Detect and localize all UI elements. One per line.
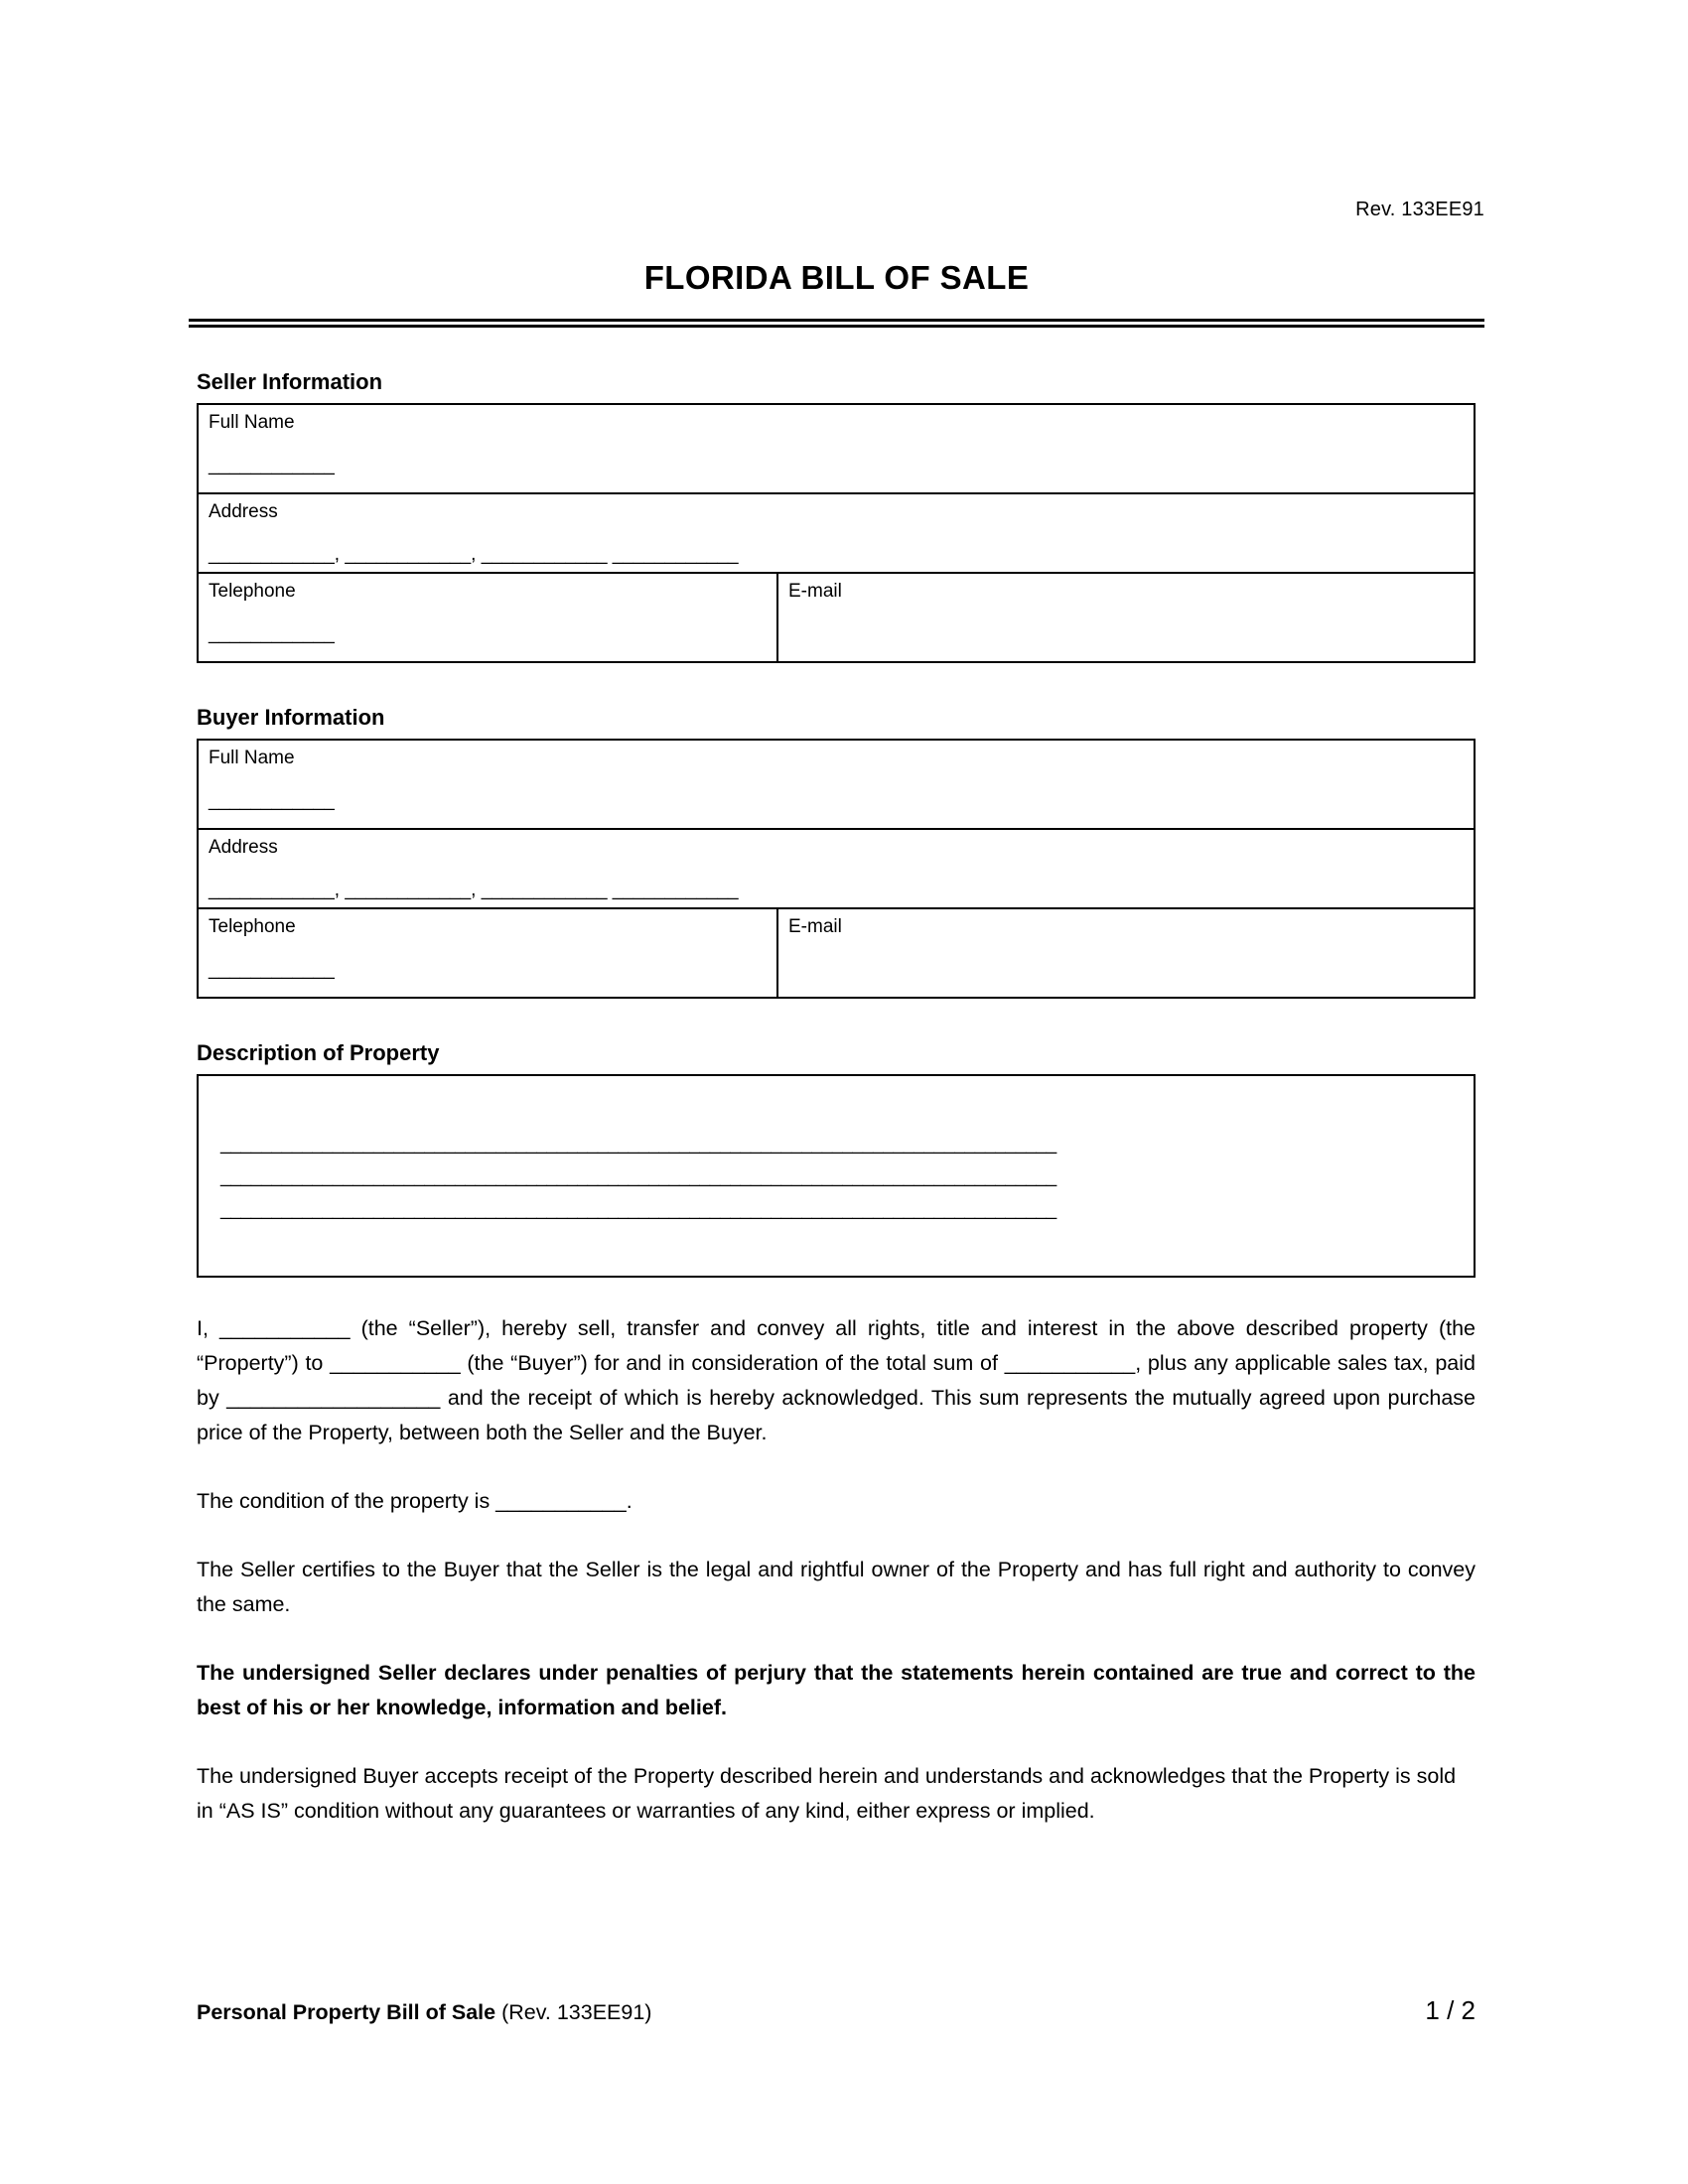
footer-title-revision: (Rev. 133EE91): [495, 2000, 652, 2024]
seller-information-box: [197, 403, 1476, 663]
buyer-section-heading: Buyer Information: [197, 705, 385, 730]
footer-title-bold: Personal Property Bill of Sale: [197, 2000, 496, 2024]
property-description-line-1[interactable]: __________________________________________________________________________________: [220, 1134, 1056, 1155]
page-footer: [197, 1995, 1476, 2026]
property-description-line-2[interactable]: __________________________________________________________________________________: [220, 1166, 1056, 1187]
buyer-full-name-input[interactable]: ____________: [209, 790, 335, 811]
buyer-telephone-cell[interactable]: [199, 909, 778, 997]
seller-address-row: [199, 494, 1474, 574]
revision-label: Rev. 133EE91: [1355, 199, 1484, 220]
seller-address-input[interactable]: ____________, ____________, ____________ ____________: [209, 544, 739, 565]
seller-address-cell[interactable]: [199, 494, 1474, 572]
buyer-address-input[interactable]: ____________, ____________, ____________ ____________: [209, 880, 739, 900]
title-divider: [189, 319, 1484, 328]
body-paragraph-2: The condition of the property is ___________.: [197, 1489, 633, 1513]
seller-telephone-label: Telephone: [209, 581, 296, 602]
buyer-information-box: [197, 739, 1476, 999]
page-title: FLORIDA BILL OF SALE: [643, 259, 1030, 296]
seller-contact-row: [199, 574, 1474, 661]
seller-telephone-cell[interactable]: [199, 574, 778, 661]
buyer-full-name-row: [199, 741, 1474, 830]
seller-address-label: Address: [209, 501, 278, 522]
footer-document-title: [197, 2000, 651, 2025]
buyer-telephone-label: Telephone: [209, 916, 296, 937]
buyer-email-cell[interactable]: [778, 909, 1474, 997]
property-section-heading: Description of Property: [197, 1040, 440, 1065]
seller-telephone-input[interactable]: ____________: [209, 623, 335, 644]
seller-full-name-row: [199, 405, 1474, 494]
property-description-line-3[interactable]: __________________________________________________________________________________: [220, 1199, 1056, 1220]
buyer-address-row: [199, 830, 1474, 909]
seller-email-label: E-mail: [788, 581, 842, 602]
buyer-address-label: Address: [209, 837, 278, 858]
body-paragraph-3: The Seller certifies to the Buyer that the Seller is the legal and rightful owner of the Property and has full right and authority to convey the same.: [197, 1558, 1476, 1616]
seller-full-name-input[interactable]: ____________: [209, 455, 335, 476]
seller-full-name-label: Full Name: [209, 412, 295, 433]
property-description-box[interactable]: [197, 1074, 1476, 1278]
seller-email-cell[interactable]: [778, 574, 1474, 661]
buyer-email-label: E-mail: [788, 916, 842, 937]
body-paragraph-1: I, ___________ (the “Seller”), hereby sell, transfer and convey all rights, title and interest in the above described property (the “Property”) to ___________ (the “Buyer”) for and in consideration of the total sum of ___________, plus any applicable sales tax, paid by __________________ and the receipt of which is hereby acknowledged. This sum represents the mutually agreed upon purchase price of the Property, between both the Seller and the Buyer.: [197, 1316, 1476, 1444]
buyer-telephone-input[interactable]: ____________: [209, 959, 335, 980]
seller-full-name-cell[interactable]: [199, 405, 1474, 492]
body-paragraph-5-as-is: The undersigned Buyer accepts receipt of the Property described herein and understands and acknowledges that the Property is sold in “AS IS” condition without any guarantees or warranties of any kind, either express or implied.: [197, 1764, 1457, 1823]
footer-page-number: 1 / 2: [1425, 1995, 1476, 2025]
body-paragraph-4-perjury: The undersigned Seller declares under penalties of perjury that the statements herein contained are true and correct to the best of his or her knowledge, information and belief.: [197, 1661, 1476, 1719]
buyer-full-name-cell[interactable]: [199, 741, 1474, 828]
document-content: [189, 0, 1484, 1829]
buyer-address-cell[interactable]: [199, 830, 1474, 907]
buyer-contact-row: [199, 909, 1474, 997]
buyer-full-name-label: Full Name: [209, 748, 295, 768]
seller-section-heading: Seller Information: [197, 369, 383, 394]
